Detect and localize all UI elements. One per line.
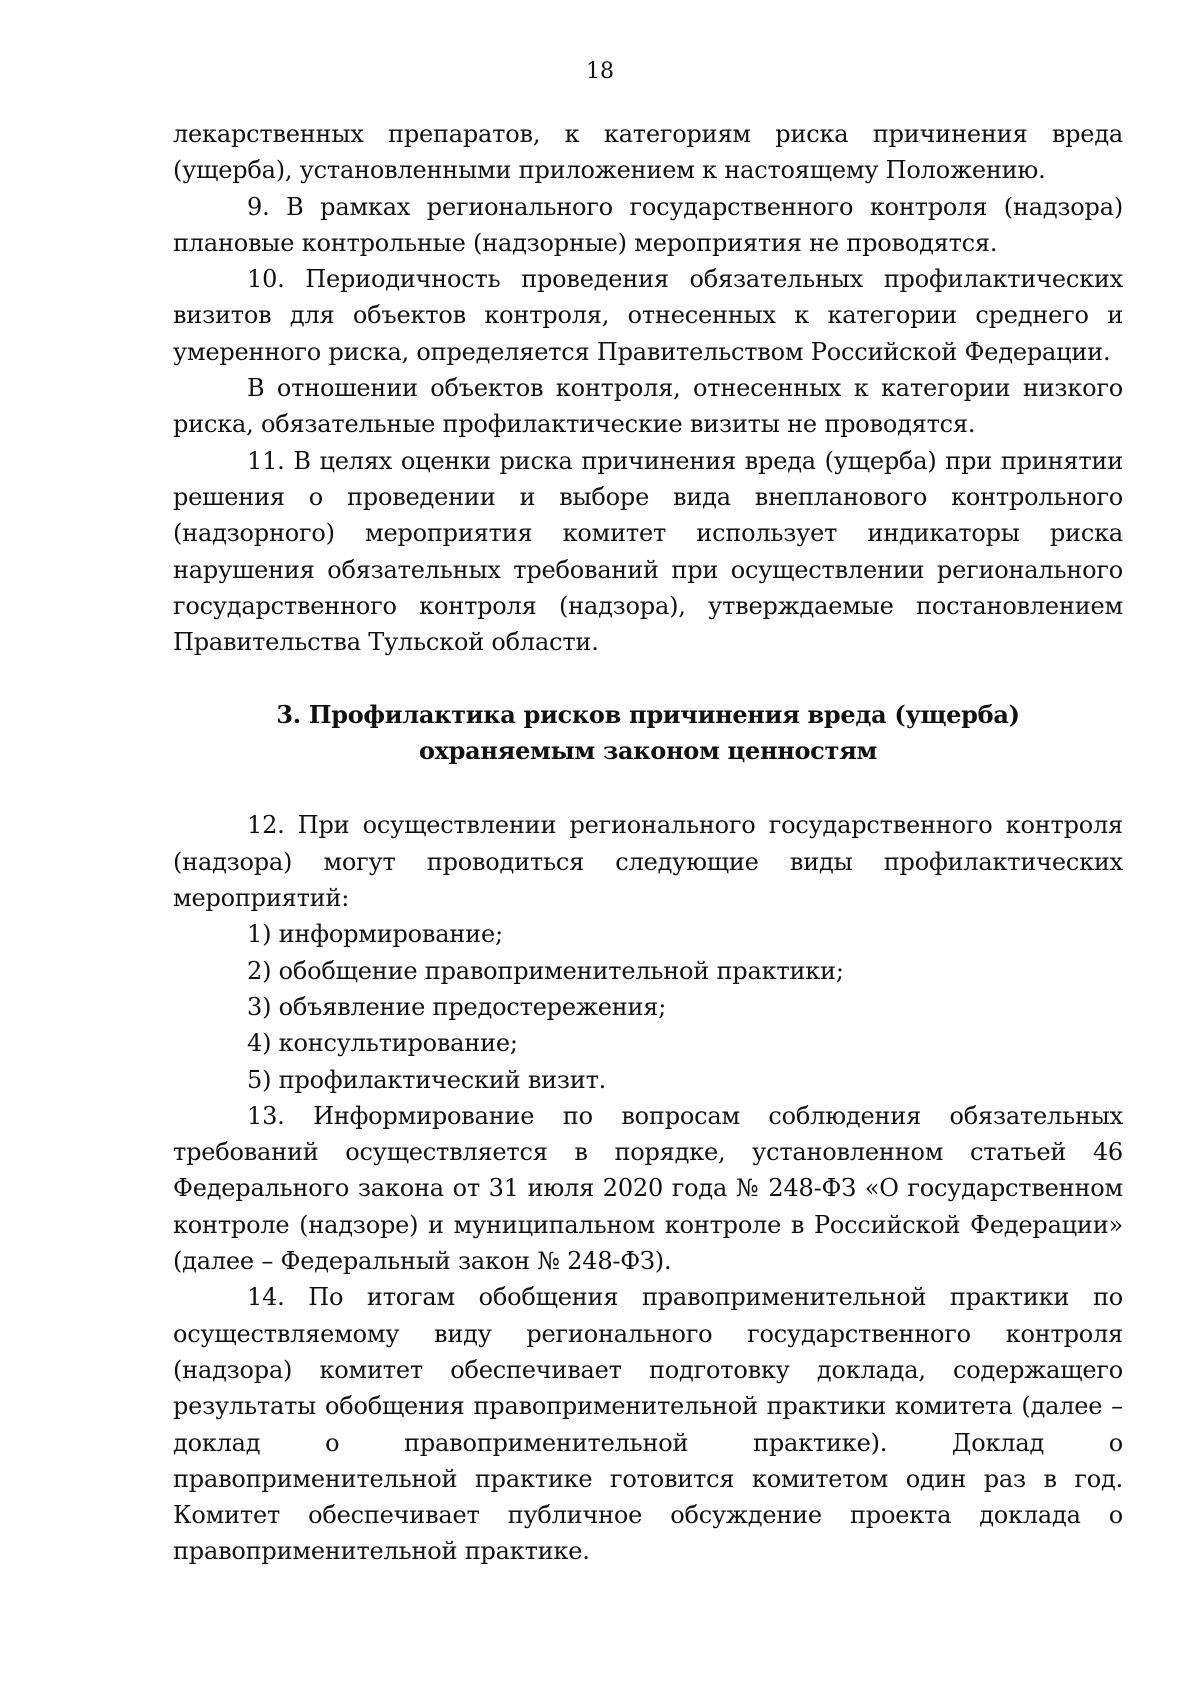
list-item-informing: 1) информирование; [247, 920, 503, 949]
paragraph-item-14: 14. По итогам обобщения правоприменительной практики по осуществляемому виду регионального государственного контроля (надзора) комитет обеспечивает подготовку доклада, содержащего результаты обобщения правоприменительной практики комитета (далее – доклад о правоприменительной практике). Доклад о правоприменительной практике готовится комитетом один раз в год. Комитет обеспечивает публичное обсуждение проекта доклада о правоприменительной практике. [173, 1283, 1123, 1566]
page-number: 18 [586, 59, 614, 84]
list-item-warning: 3) объявление предостережения; [247, 992, 667, 1021]
paragraph-item-12: 12. При осуществлении регионального государственного контроля (надзора) могут проводиться следующие виды профилактических мероприятий: [173, 811, 1123, 913]
section-heading-line-2: охраняемым законом ценностям [418, 736, 878, 766]
paragraph-item-13: 13. Информирование по вопросам соблюдения обязательных требований осуществляется в порядке, установленном статьей 46 Федерального закона от 31 июля 2020 года № 248-ФЗ «О государственном контроле (надзоре) и муниципальном контроле в Российской Федерации» (далее – Федеральный закон № 248-ФЗ). [173, 1101, 1123, 1276]
section-heading [173, 697, 1123, 769]
paragraph-low-risk: В отношении объектов контроля, отнесенных к категории низкого риска, обязательные профилактические визиты не проводятся. [173, 374, 1123, 439]
paragraph-item-11: 11. В целях оценки риска причинения вреда (ущерба) при принятии решения о проведении и выборе вида внепланового контрольного (надзорного) мероприятия комитет использует индикаторы риска нарушения обязательных требований при осуществлении регионального государственного контроля (надзора), утверждаемые постановлением Правительства Тульской области. [173, 446, 1123, 657]
list-item-generalization: 2) обобщение правоприменительной практики; [247, 956, 844, 985]
list-item-preventive-visit: 5) профилактический визит. [247, 1065, 607, 1094]
paragraph-item-9: 9. В рамках регионального государственного контроля (надзора) плановые контрольные (надзорные) мероприятия не проводятся. [173, 192, 1123, 257]
paragraph-continuation: лекарственных препаратов, к категориям риска причинения вреда (ущерба), установленными приложением к настоящему Положению. [173, 120, 1123, 185]
list-item-consulting: 4) консультирование; [247, 1029, 518, 1058]
section-heading-line-1: 3. Профилактика рисков причинения вреда (ущерба) [276, 700, 1020, 730]
document-body [173, 116, 1123, 1570]
paragraph-item-10: 10. Периодичность проведения обязательных профилактических визитов для объектов контроля, отнесенных к категории среднего и умеренного риска, определяется Правительством Российской Федерации. [173, 265, 1123, 366]
